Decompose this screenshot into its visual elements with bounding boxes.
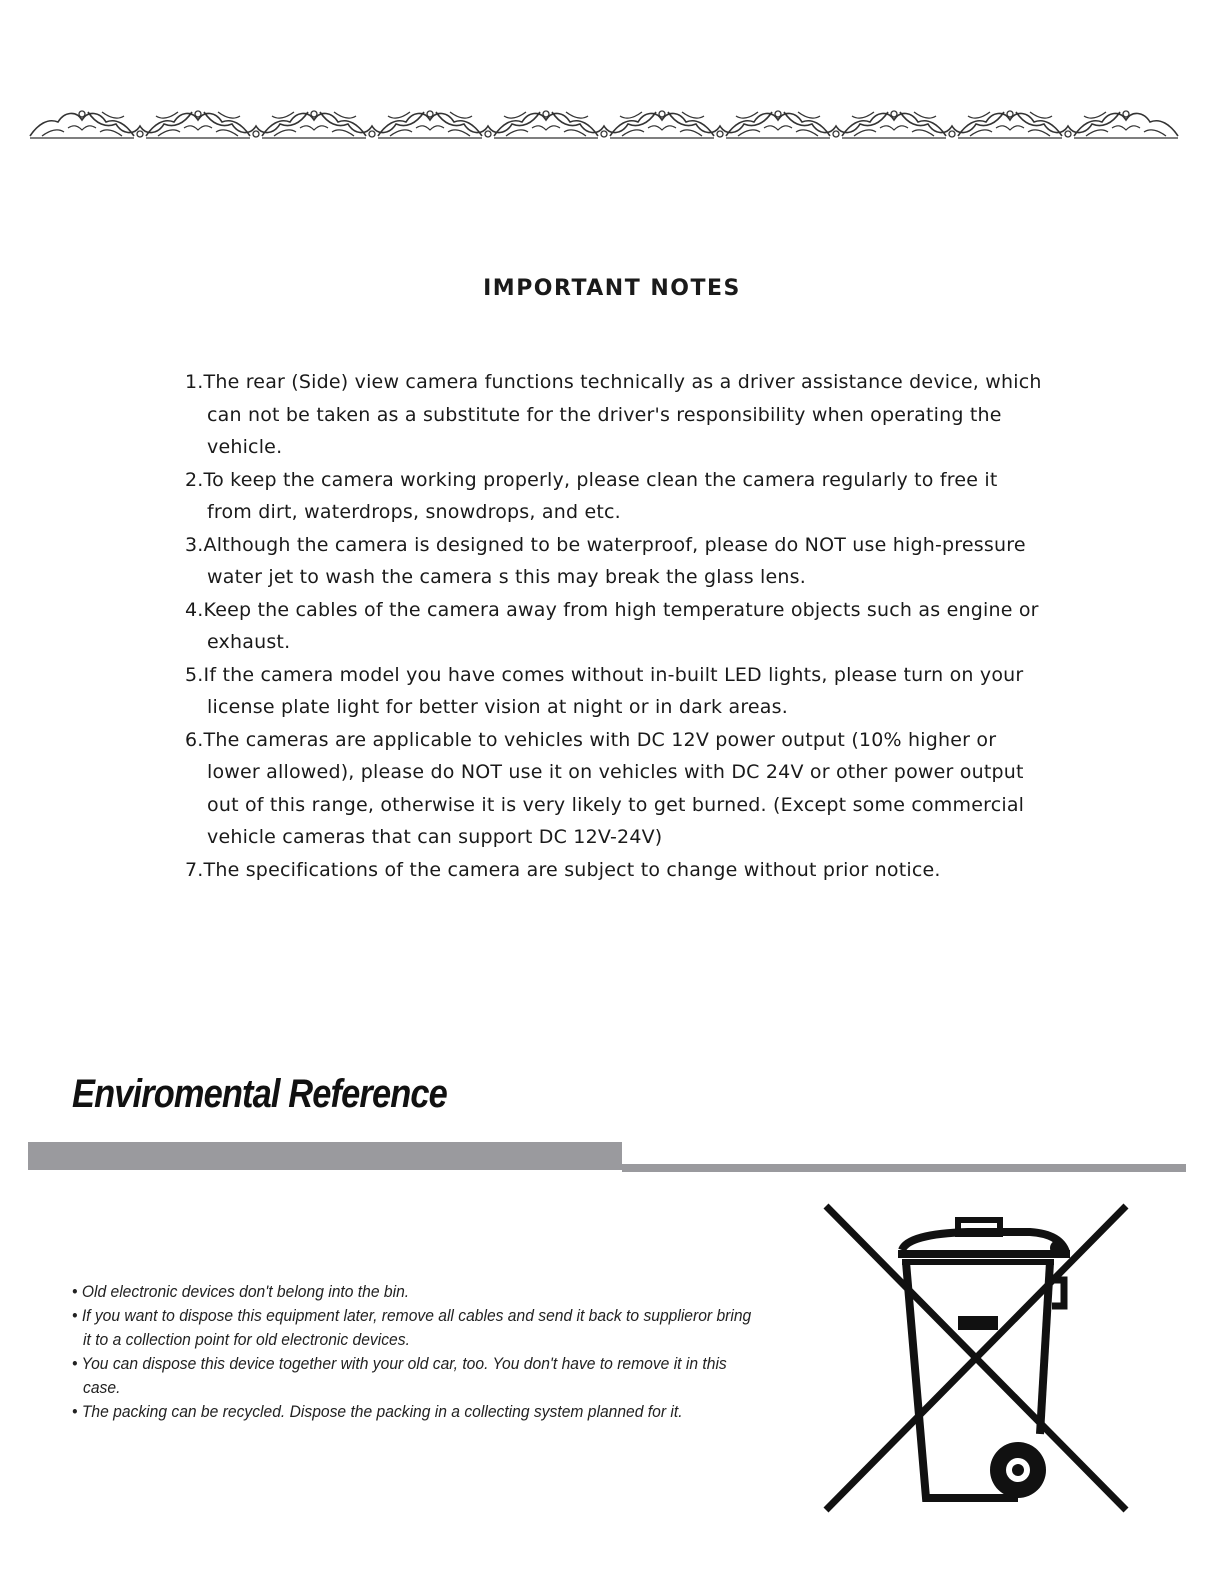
environment-item: • The packing can be recycled. Dispose the packing in a collecting system planned for it. [72, 1402, 683, 1421]
note-item: 5.If the camera model you have comes without in-built LED lights, please turn on your license plate light for better vision at night or in dark areas. [185, 663, 1024, 718]
note-item: 7.The specifications of the camera are subject to change without prior notice. [185, 858, 941, 881]
page-title: IMPORTANT NOTES [483, 276, 741, 301]
important-notes-list [185, 366, 1045, 886]
note-item: 1.The rear (Side) view camera functions technically as a driver assistance device, which can not be taken as a substitute for the driver's responsibility when operating the vehicle. [185, 371, 1042, 458]
section-heading: Enviromental Reference [72, 1072, 447, 1116]
environment-item: • If you want to dispose this equipment later, remove all cables and send it back to supplieror bring it to a collection point for old electronic devices. [72, 1306, 752, 1349]
note-item: 3.Although the camera is designed to be waterproof, please do NOT use high-pressure water jet to wash the camera s this may break the glass lens. [185, 533, 1026, 588]
note-item: 2.To keep the camera working properly, please clean the camera regularly to free it from dirt, waterdrops, snowdrops, and etc. [185, 468, 998, 523]
heading-underline-rule [622, 1164, 1186, 1172]
crossed-out-bin-icon [818, 1198, 1134, 1520]
note-item: 4.Keep the cables of the camera away from high temperature objects such as engine or exhaust. [185, 598, 1039, 653]
environment-item: • You can dispose this device together with your old car, too. You don't have to remove it in this case. [72, 1354, 727, 1397]
ornament-border [28, 98, 1188, 150]
note-item: 6.The cameras are applicable to vehicles with DC 12V power output (10% higher or lower allowed), please do NOT use it on vehicles with DC 24V or other power output out of this range, otherwise it is very likely to get burned. (Except some commercial vehicle cameras that can support DC 12V-24V) [185, 728, 1025, 848]
environment-list [72, 1280, 812, 1424]
environment-item: • Old electronic devices don't belong into the bin. [72, 1282, 410, 1301]
heading-underline-bar [28, 1142, 622, 1170]
